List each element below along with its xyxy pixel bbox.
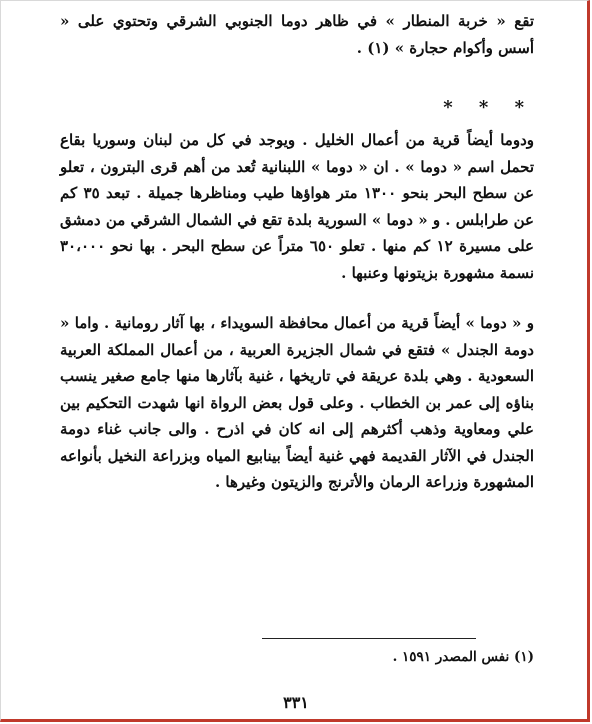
- paragraph-duma-villages: ودوما أيضاً قرية من أعمال الخليل . ويوجد في كل من لبنان وسوريا بقاع تحمل اسم « دوما » . ان « دوما » اللبنانية تُعد من أهم قرى البترون ، تعلو عن سطح البحر بنحو ١٣٠٠ متر هواؤها طيب ومناظرها جميلة . تبعد ٣٥ كم عن طرابلس . و « دوما » السورية بلدة تقع في الشمال الشرقي من دمشق على مسيرة ١٢ كم منها . تعلو ٦٥٠ متراً عن سطح البحر . بها نحو ٣٠،٠٠٠ نسمة مشهورة بزيتونها وعنبها .: [60, 131, 534, 282]
- section-separator: * * *: [443, 97, 534, 118]
- paragraph-dumat-al-jandal: و « دوما » أيضاً قرية من أعمال محافظة السويداء ، بها آثار رومانية . واما « دومة الجندل » فتقع في شمال الجزيرة العربية ، من أعمال المملكة العربية السعودية . وهي بلدة عريقة في تاريخها ، غنية بآثارها منها جامع صغير ينسب بناؤه إلى عمر بن الخطاب . وعلى قول بعض الرواة انها شهدت التحكيم بين علي ومعاوية وذهب أكثرهم إلى انه كان في اذرح . والى جانب غناء دومة الجندل في الآثار القديمة فهي غنية أيضاً بينابيع المياه وبزراعة النخيل بأنواعه المشهورة وزراعة الرمان والأترنج والزيتون وغيرها .: [60, 314, 534, 491]
- page-number: ٣٣١: [283, 693, 309, 712]
- footnote-rule: [262, 638, 476, 639]
- paragraph-kharbat-al-mintar: تقع « خربة المنطار » في ظاهر دوما الجنوبي الشرقي وتحتوي على « أسس وأكوام حجارة » (١) .: [60, 12, 534, 57]
- footnote: (١) نفس المصدر ١٥٩١ .: [392, 649, 534, 665]
